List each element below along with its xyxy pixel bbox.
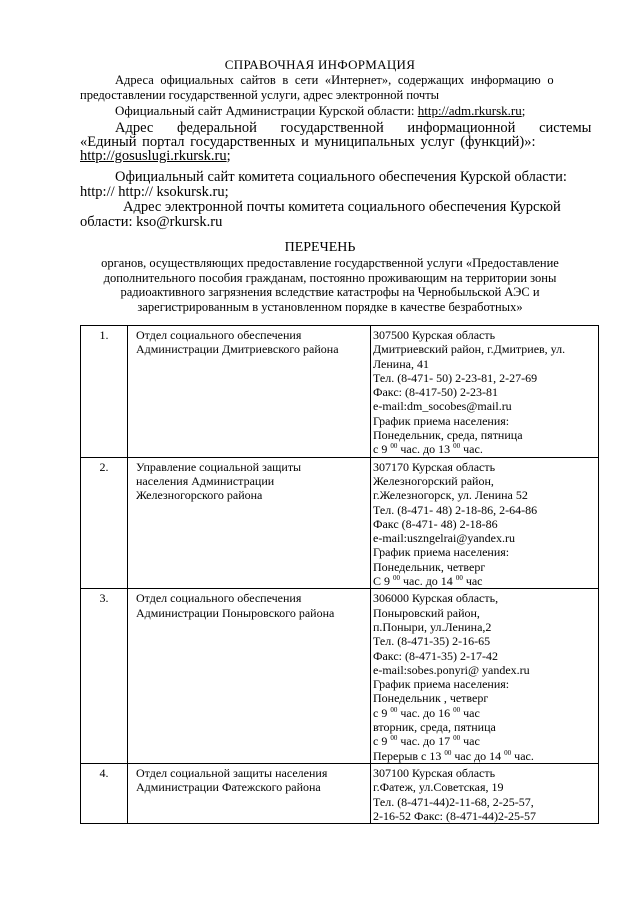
contact-line: с 9 $^{00}$ час. до 17 $^{00}$ час xyxy=(373,734,480,749)
contact-line: График приема населения: xyxy=(373,413,510,428)
page-title: СПРАВОЧНАЯ ИНФОРМАЦИЯ xyxy=(224,57,416,72)
agencies-table xyxy=(80,325,599,824)
portal-link[interactable]: http://gosuslugi.rkursk.ru xyxy=(80,148,227,164)
table-row xyxy=(81,326,599,458)
committee-email-line-1: Адрес электронной почты комитета социального обеспечения Курской xyxy=(123,199,561,215)
contact-line: Тел. (8-471- 50) 2-23-81, 2-27-69 xyxy=(373,370,538,385)
organization-line: Администрации Дмитриевского района xyxy=(136,342,339,357)
contact-line: Поныровский район, xyxy=(373,605,480,620)
contact-line: г.Фатеж, ул.Советская, 19 xyxy=(373,780,504,795)
contact-line: Понедельник, среда, пятница xyxy=(373,428,523,443)
contact-line: вторник, среда, пятница xyxy=(373,720,496,735)
email-line[interactable]: e-mail:dm_socobes@mail.ru xyxy=(373,399,512,414)
row-number: 3. xyxy=(81,589,128,764)
contact-line: 307100 Курская область xyxy=(373,765,496,780)
table-row xyxy=(81,589,599,764)
contact-line: Факс: (8-417-50) 2-23-81 xyxy=(373,385,498,400)
organization-line: Администрации Поныровского района xyxy=(136,605,335,620)
email-line[interactable]: e-mail:sobes.ponyri@ yandex.ru xyxy=(373,662,530,677)
list-title: ПЕРЕЧЕНЬ xyxy=(284,240,356,255)
contact-cell xyxy=(371,589,599,764)
portal-link-line xyxy=(80,148,231,165)
contact-cell xyxy=(371,763,599,823)
organization-cell xyxy=(128,457,371,589)
contact-line: с 9 $^{00}$ час. до 16 $^{00}$ час xyxy=(373,705,480,720)
contact-line: График приема населения: xyxy=(373,545,510,560)
contact-line: г.Железногорск, ул. Ленина 52 xyxy=(373,488,528,503)
agencies-table-body xyxy=(81,326,599,824)
contact-line: с 9 $^{00}$ час. до 13 $^{00}$ час. xyxy=(373,442,483,457)
organization-line: Отдел социального обеспечения xyxy=(136,591,302,606)
contact-cell xyxy=(371,457,599,589)
row-number: 2. xyxy=(81,457,128,589)
contact-line: 306000 Курская область, xyxy=(373,591,499,606)
list-subtitle: органов, осуществляющих предоставление государственной услуги «Предоставление дополнительного пособия гражданам, постоянно проживающим на территории зоны радиоактивного загрязнения вследствие катастрофы на Чернобыльской АЭС и зарегистрированным в установленном порядке в качестве безработных» xyxy=(101,256,559,314)
email-line[interactable]: e-mail:uszngelrai@yandex.ru xyxy=(373,531,515,546)
intro-line-1: Адреса официальных сайтов в сети «Интернет», содержащих информацию о xyxy=(115,73,554,87)
row-number: 1. xyxy=(81,326,128,458)
contact-line: Тел. (8-471-35) 2-16-65 xyxy=(373,634,491,649)
table-row xyxy=(81,763,599,823)
contact-line: п.Поныри, ул.Ленина,2 xyxy=(373,619,492,634)
admin-site-link[interactable]: http://adm.rkursk.ru xyxy=(417,103,522,118)
contact-line: Дмитриевский район, г.Дмитриев, ул. xyxy=(373,342,566,357)
admin-site-label: Официальный сайт Администрации Курской области: xyxy=(115,103,418,118)
portal-line-2: «Единый портал государственных и муниципальных услуг (функций)»: xyxy=(80,134,536,150)
organization-line: населения Администрации xyxy=(136,473,275,488)
committee-email-line-2[interactable]: области: kso@rkursk.ru xyxy=(80,214,223,230)
contact-line: Перерыв с 13 $^{00}$ час до 14 $^{00}$ час. xyxy=(373,748,534,763)
committee-site-line-1: Официальный сайт комитета социального обеспечения Курской области: xyxy=(115,169,567,185)
contact-line: Железногорский район, xyxy=(373,473,494,488)
organization-cell xyxy=(128,589,371,764)
contact-line: 307170 Курская область xyxy=(373,459,496,474)
committee-site-line-2[interactable]: http:// http:// ksokursk.ru; xyxy=(80,184,229,200)
contact-line: Тел. (8-471- 48) 2-18-86, 2-64-86 xyxy=(373,502,538,517)
organization-line: Железногорского района xyxy=(136,488,263,503)
portal-suffix: ; xyxy=(226,148,231,164)
admin-site-suffix: ; xyxy=(521,103,526,118)
contact-line: С 9 $^{00}$ час. до 14 $^{00}$ час xyxy=(373,574,483,589)
organization-cell xyxy=(128,326,371,458)
organization-cell xyxy=(128,763,371,823)
organization-line: Отдел социального обеспечения xyxy=(136,328,302,342)
contact-line: График приема населения: xyxy=(373,677,510,692)
row-number: 4. xyxy=(81,763,128,823)
contact-line: Факс: (8-471-35) 2-17-42 xyxy=(373,648,498,663)
admin-site-paragraph xyxy=(115,103,525,119)
organization-line: Администрации Фатежского района xyxy=(136,780,321,795)
contact-line: Факс (8-471- 48) 2-18-86 xyxy=(373,516,498,531)
contact-line: 307500 Курская область xyxy=(373,328,496,342)
contact-cell xyxy=(371,326,599,458)
contact-line: Понедельник , четверг xyxy=(373,691,489,706)
portal-line-1: Адрес федеральной государственной информационной системы xyxy=(115,120,592,136)
organization-line: Отдел социальной защиты населения xyxy=(136,765,328,780)
contact-line: Понедельник, четверг xyxy=(373,559,486,574)
contact-line: Тел. (8-471-44)2-11-68, 2-25-57, xyxy=(373,794,534,809)
organization-line: Управление социальной защиты xyxy=(136,459,302,474)
intro-line-2: предоставлении государственной услуги, адрес электронной почты xyxy=(80,88,440,102)
contact-line: Ленина, 41 xyxy=(373,356,429,371)
contact-line: 2-16-52 Факс: (8-471-44)2-25-57 xyxy=(373,808,536,823)
table-row xyxy=(81,457,599,589)
